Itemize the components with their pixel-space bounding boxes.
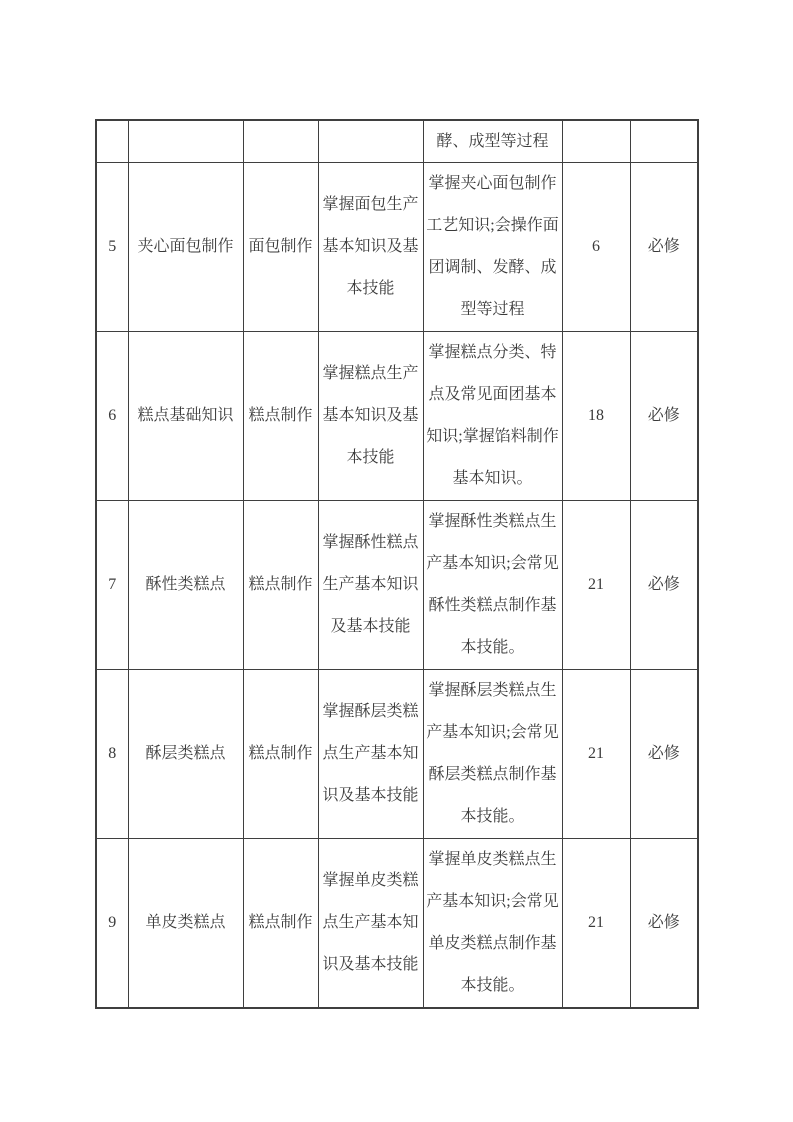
cell-category: 糕点制作 [243, 332, 318, 501]
cell-category: 糕点制作 [243, 501, 318, 670]
cell-empty [96, 120, 128, 163]
cell-objective: 掌握单皮类糕点生产基本知识及基本技能 [318, 839, 423, 1009]
cell-course-name: 糕点基础知识 [128, 332, 243, 501]
cell-type: 必修 [630, 332, 698, 501]
cell-requirements: 掌握夹心面包制作工艺知识;会操作面团调制、发酵、成型等过程 [423, 163, 562, 332]
cell-hours: 6 [562, 163, 630, 332]
cell-number: 9 [96, 839, 128, 1009]
cell-course-name: 夹心面包制作 [128, 163, 243, 332]
cell-course-name: 酥性类糕点 [128, 501, 243, 670]
cell-requirements: 掌握酥性类糕点生产基本知识;会常见酥性类糕点制作基本技能。 [423, 501, 562, 670]
cell-objective: 掌握面包生产基本知识及基本技能 [318, 163, 423, 332]
cell-number: 8 [96, 670, 128, 839]
cell-category: 糕点制作 [243, 839, 318, 1009]
course-table [95, 119, 699, 1009]
cell-requirements: 掌握糕点分类、特点及常见面团基本知识;掌握馅料制作基本知识。 [423, 332, 562, 501]
cell-number: 6 [96, 332, 128, 501]
cell-objective: 掌握糕点生产基本知识及基本技能 [318, 332, 423, 501]
cell-number: 5 [96, 163, 128, 332]
cell-type: 必修 [630, 839, 698, 1009]
cell-objective: 掌握酥层类糕点生产基本知识及基本技能 [318, 670, 423, 839]
cell-empty [630, 120, 698, 163]
cell-hours: 21 [562, 501, 630, 670]
cell-empty [318, 120, 423, 163]
cell-hours: 21 [562, 839, 630, 1009]
table-row [96, 501, 698, 670]
cell-category: 面包制作 [243, 163, 318, 332]
cell-empty [243, 120, 318, 163]
cell-course-name: 单皮类糕点 [128, 839, 243, 1009]
cell-hours: 18 [562, 332, 630, 501]
table-row [96, 332, 698, 501]
cell-empty [562, 120, 630, 163]
table-row [96, 163, 698, 332]
cell-empty [128, 120, 243, 163]
cell-type: 必修 [630, 670, 698, 839]
cell-requirements: 酵、成型等过程 [423, 120, 562, 163]
cell-type: 必修 [630, 501, 698, 670]
table-row-carryover [96, 120, 698, 163]
cell-hours: 21 [562, 670, 630, 839]
table-row [96, 839, 698, 1009]
cell-number: 7 [96, 501, 128, 670]
cell-type: 必修 [630, 163, 698, 332]
cell-requirements: 掌握酥层类糕点生产基本知识;会常见酥层类糕点制作基本技能。 [423, 670, 562, 839]
cell-requirements: 掌握单皮类糕点生产基本知识;会常见单皮类糕点制作基本技能。 [423, 839, 562, 1009]
cell-category: 糕点制作 [243, 670, 318, 839]
cell-course-name: 酥层类糕点 [128, 670, 243, 839]
cell-objective: 掌握酥性糕点生产基本知识及基本技能 [318, 501, 423, 670]
table-row [96, 670, 698, 839]
